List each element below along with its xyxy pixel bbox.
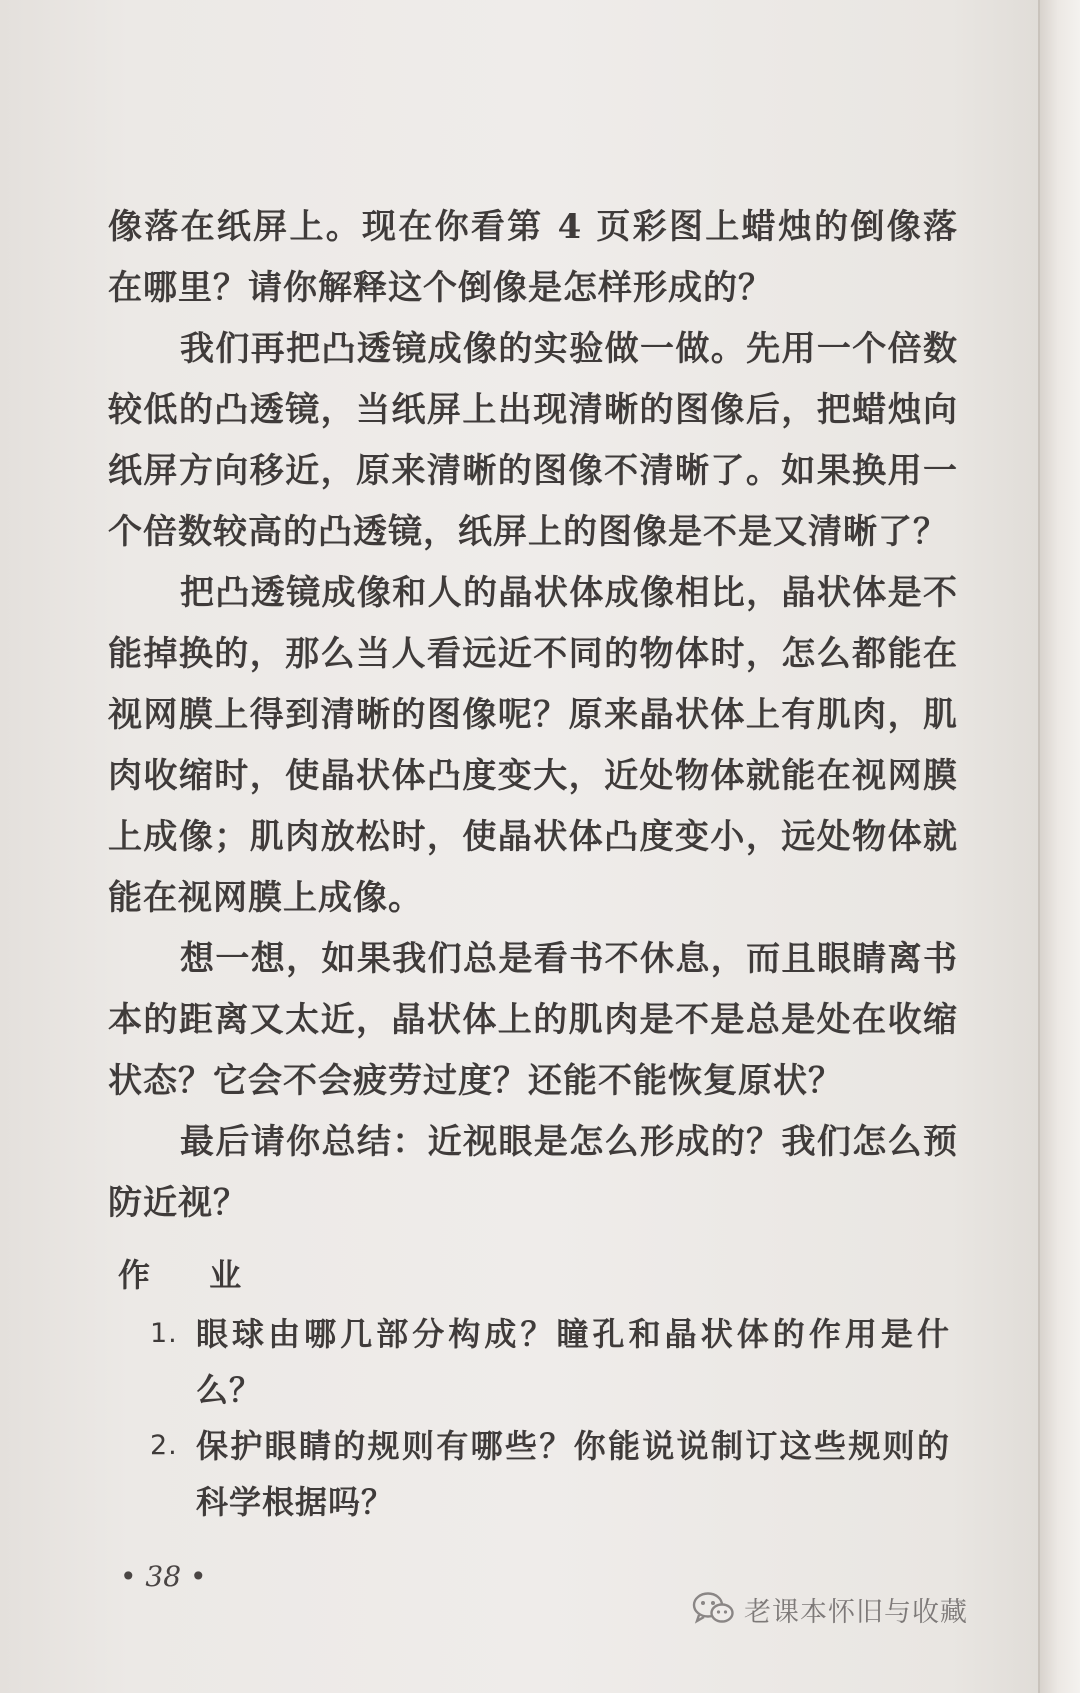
homework-item: [150, 1418, 950, 1530]
homework-list: [150, 1306, 950, 1530]
watermark: [692, 1590, 968, 1629]
homework-item: [150, 1306, 950, 1418]
homework-title: 作 业: [118, 1256, 266, 1294]
paragraph: 把凸透镜成像和人的晶状体成像相比，晶状体是不能掉换的，那么当人看远近不同的物体时，怎么都能在视网膜上得到清晰的图像呢？原来晶状体上有肌肉，肌肉收缩时，使晶状体凸度变大，近处物体就能在视网膜上成像；肌肉放松时，使晶状体凸度变小，远处物体就能在视网膜上成像。: [108, 573, 958, 918]
homework-item-number: 1.: [150, 1318, 178, 1349]
wechat-icon: [692, 1591, 734, 1629]
paragraph: 我们再把凸透镜成像的实验做一做。先用一个倍数较低的凸透镜，当纸屏上出现清晰的图像后，把蜡烛向纸屏方向移近，原来清晰的图像不清晰了。如果换用一个倍数较高的凸透镜，纸屏上的图像是不是又清晰了？: [108, 329, 958, 552]
paragraph: 最后请你总结：近视眼是怎么形成的？我们怎么预防近视？: [108, 1122, 958, 1223]
page-number: • 38 •: [120, 1560, 207, 1593]
paragraph: 像落在纸屏上。现在你看第 4 页彩图上蜡烛的倒像落在哪里？请你解释这个倒像是怎样形成的？: [108, 207, 958, 308]
body-text: [108, 197, 958, 1234]
adjacent-page-edge: [1038, 0, 1080, 1693]
paragraph: 想一想，如果我们总是看书不休息，而且眼睛离书本的距离又太近，晶状体上的肌肉是不是总是处在收缩状态？它会不会疲劳过度？还能不能恢复原状？: [108, 939, 958, 1101]
watermark-text: 老课本怀旧与收藏: [744, 1597, 968, 1628]
homework-item-text: 保护眼睛的规则有哪些？你能说说制订这些规则的科学根据吗？: [196, 1427, 950, 1521]
homework-item-text: 眼球由哪几部分构成？瞳孔和晶状体的作用是什么？: [196, 1315, 950, 1409]
homework-item-number: 2.: [150, 1430, 178, 1461]
